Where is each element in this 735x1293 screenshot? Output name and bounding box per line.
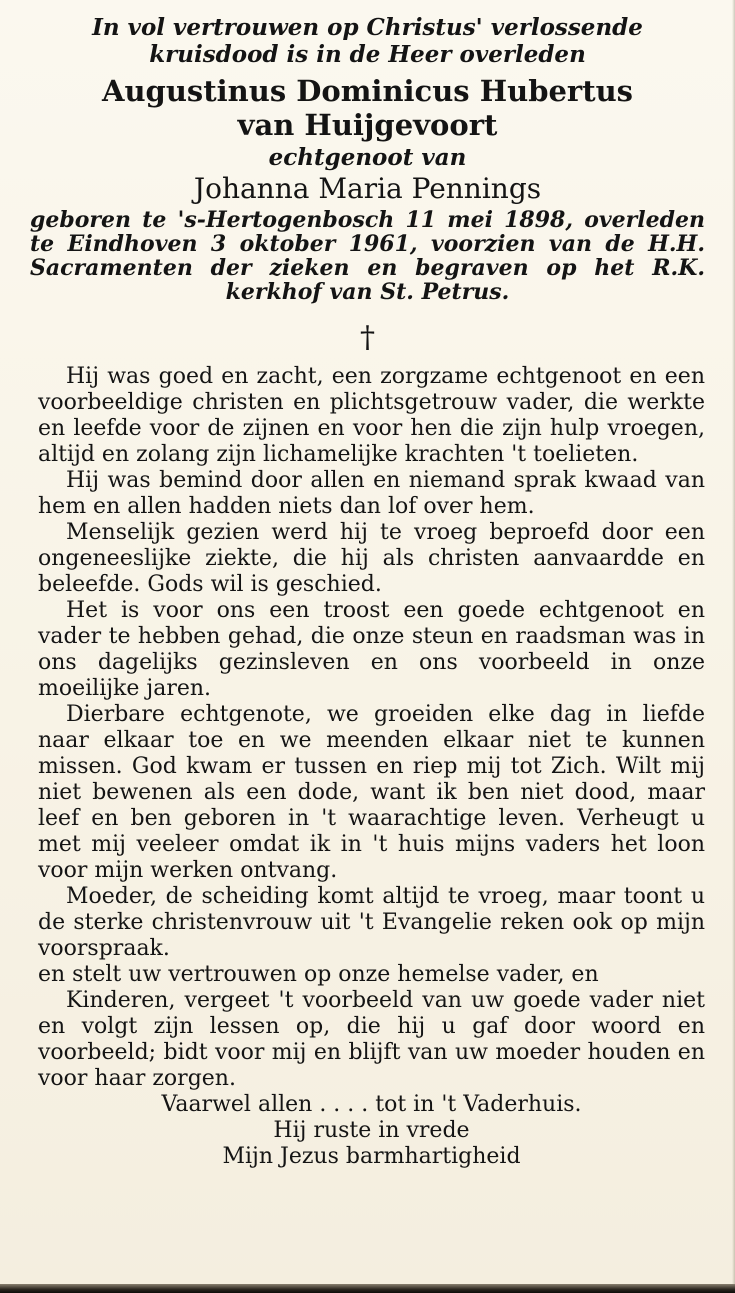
deceased-name-line-1: Augustinus Dominicus Hubertus [101, 74, 634, 108]
paragraph-trust: en stelt uw vertrouwen op onze hemelse vader, en [38, 962, 599, 987]
spouse-name: Johanna Maria Pennings [193, 172, 542, 205]
intro-line-1: In vol vertrouwen op Christus' verlossende [92, 14, 643, 41]
farewell-line: Vaarwel allen . . . . tot in 't Vaderhuis. [161, 1092, 582, 1117]
biographical-text: geboren te 's-Hertogenbosch 11 mei 1898, overleden te Eindhoven 3 oktober 1961, voorzien van de H.H. Sacramenten der zieken en begraven op het R.K. kerkhof van St. Petrus. [30, 207, 705, 305]
intro-line-2: kruisdood is in de Heer overleden [149, 41, 586, 68]
paragraph-children: Kinderen, vergeet 't voorbeeld van uw goede vader niet en volgt zijn lessen op, die hij u gaf door woord en voorbeeld; bidt voor mij en blijft van uw moeder houden en voor haar zorgen. [38, 988, 705, 1091]
paragraph-mother: Moeder, de scheiding komt altijd te vroeg, maar toont u de sterke christenvrouw uit 't Evangelie reken ook op mijn voorspraak. [38, 884, 705, 961]
paragraph-character: Hij was goed en zacht, een zorgzame echtgenoot en een voorbeeldige christen en plichtsgetrouw vader, die werkte en leefde voor de zijnen en voor hen die zijn hulp vroegen, altijd en zolang zijn lichamelijke krachten 't toelieten. [38, 364, 705, 467]
paragraph-beloved: Hij was bemind door allen en niemand sprak kwaad van hem en allen hadden niets dan lof over hem. [38, 468, 705, 519]
card-body [38, 364, 705, 1170]
card-bottom-edge [0, 1284, 735, 1293]
prayer-line: Mijn Jezus barmhartigheid [222, 1144, 521, 1169]
paragraph-comfort: Het is voor ons een troost een goede echtgenoot en vader te hebben gehad, die onze steun en raadsman was in ons dagelijks gezinsleven en ons voorbeeld in onze moeilijke jaren. [38, 598, 705, 701]
card-header [30, 14, 705, 304]
rest-in-peace-line: Hij ruste in vrede [273, 1118, 470, 1143]
deceased-name-line-2: van Huijgevoort [237, 108, 498, 142]
paragraph-spouse: Dierbare echtgenote, we groeiden elke dag in liefde naar elkaar toe en we meenden elkaar niet te kunnen missen. God kwam er tussen en riep mij tot Zich. Wilt mij niet bewenen als een dode, want ik ben niet dood, maar leef en ben geboren in 't waarachtige leven. Verheugt u met mij veeleer omdat ik in 't huis mijns vaders het loon voor mijn werken ontvang. [38, 702, 705, 883]
paragraph-illness: Menselijk gezien werd hij te vroeg beproefd door een ongeneeslijke ziekte, die hij als christen aanvaardde en beleefde. Gods wil is geschied. [38, 520, 705, 597]
spouse-label: echtgenoot van [268, 144, 467, 171]
cross-icon: † [360, 320, 375, 355]
